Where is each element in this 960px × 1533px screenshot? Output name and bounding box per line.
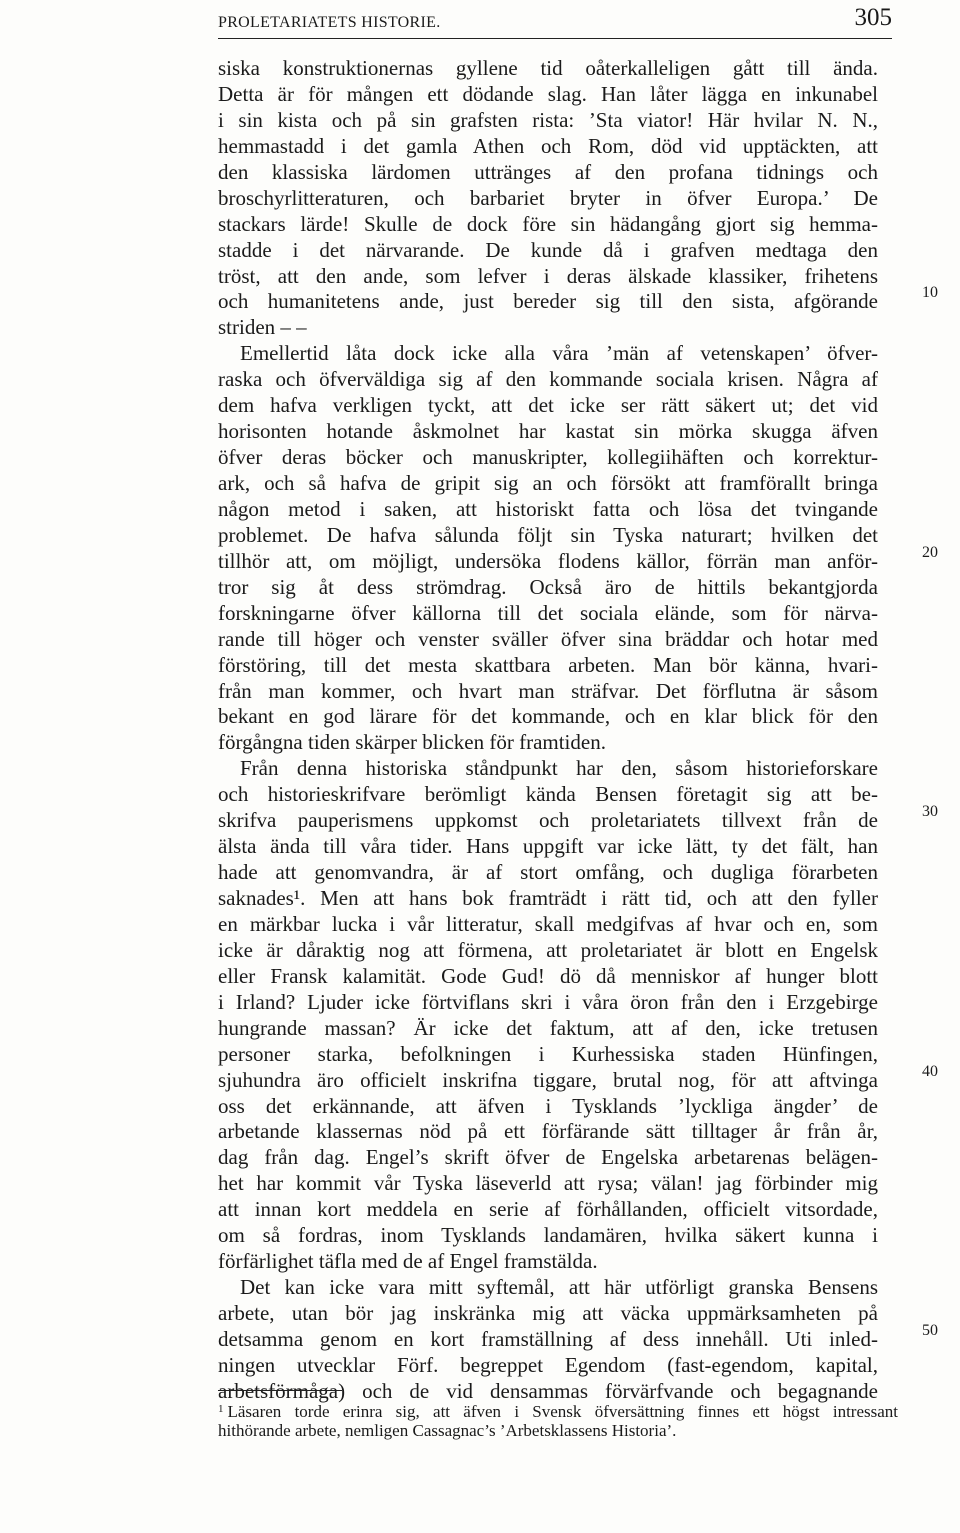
text-line: förstöring, till det mesta skattbara arbeten. Man bör känna, hvari- — [218, 652, 878, 677]
page-number: 305 — [854, 4, 892, 31]
text-line: icke är dåraktig nog att förmena, att proletariatet är blott en Engelsk — [218, 937, 878, 962]
text-line: en märkbar lucka i vår litteratur, skall medgifvas af hvar och en, som — [218, 911, 878, 936]
text-line: från man kommer, och hvart man sträfvar. Det förflutna är såsom — [218, 678, 878, 703]
text-line: och historieskrifvare berömligt kända Bensen företagit sig att be- — [218, 782, 878, 807]
line-number-40: 40 — [922, 1063, 938, 1080]
line-number-20: 20 — [922, 544, 938, 561]
text-line: arbete, utan bör jag inskränka mig att väcka uppmärksamheten på — [218, 1301, 878, 1325]
running-title: PROLETARIATETS HISTORIE. — [218, 14, 441, 31]
text-line: eller Fransk kalamität. Gode Gud! dö då menniskor af hunger blott — [218, 963, 878, 988]
footnote-rule — [218, 1390, 342, 1391]
text-line: tillhör att, om möjligt, undersöka flodens källor, förrän man anför- — [218, 548, 878, 573]
text-line: het har kommit vår Tyska läseverld att rysa; välan! jag förbinder mig — [218, 1171, 878, 1196]
page-header — [218, 4, 892, 39]
text-line: skrifva pauperismens uppkomst och proletariatets tillvext från de — [218, 808, 878, 833]
line-number-50: 50 — [922, 1322, 938, 1339]
text-line: forskningarne öfver källorna till det sociala elände, som för närva- — [218, 600, 878, 625]
text-line: saknades¹. Men att hans bok framträdt i rätt tid, och att den fyller — [218, 886, 878, 910]
text-line: tröst, att den ande, som lefver i deras älskade klassiker, frihetens — [218, 263, 878, 288]
footnote-text-1: Läsaren torde erinra sig, att äfven i Svensk öfversättning finnes ett högst intressant — [227, 1402, 898, 1421]
text-line: den klassiska lärdomen uttränges af den profana tidnings och — [218, 159, 878, 184]
text-line: i Irland? Ljuder icke förtviflans skri i våra öron från den i Erzgebirge — [218, 989, 878, 1014]
footnote-line-2: hithörande arbete, nemligen Cassagnac’s ’Arbetsklassens Historia’. — [218, 1421, 677, 1440]
text-line: dag från dag. Engel’s skrift öfver de Engelska arbetarenas belägen- — [218, 1145, 878, 1170]
text-line: oss det erkännande, att äfven i Tysklands ’lyckliga ängder’ de — [218, 1093, 878, 1118]
text-line: Detta är för mången ett dödande slag. Han låter lägga en inkunabel — [218, 81, 878, 106]
text-line: stadde i det närvarande. De kunde då i grafven medtaga den — [218, 237, 878, 262]
text-line: och humanitetens ande, just bereder sig till den sista, afgörande — [218, 289, 878, 314]
text-line: problemet. De hafva sålunda följt sin Tyska naturart; hvilken det — [218, 522, 878, 547]
text-line: Det kan icke vara mitt syftemål, att här utförligt granska Bensens — [240, 1275, 878, 1300]
text-line: detsamma genom en kort framställning af dess innehåll. Uti inled- — [218, 1326, 878, 1351]
text-line: öfver deras böcker och manuskripter, kollegiihäften och korrektur- — [218, 445, 878, 470]
text-line: arbetande klassernas nöd på ett förfärande sätt tilltager år från år, — [218, 1119, 878, 1144]
text-line: Emellertid låta dock icke alla våra ’män af vetenskapen’ öfver- — [240, 341, 878, 366]
footnote-marker: 1 — [218, 1403, 224, 1415]
text-line: personer starka, befolkningen i Kurhessiska staden Hünfingen, — [218, 1041, 878, 1066]
text-line: ark, och så hafva de gripit sig an och försökt att framförallt bringa — [218, 471, 878, 495]
text-line: om så fordras, inom Tysklands landamären, hvilka säkert kunna i — [218, 1223, 878, 1248]
text-line: raska och öfverväldiga sig af den kommande sociala krisen. Några af — [218, 367, 878, 392]
line-number-10: 10 — [922, 284, 938, 301]
text-line: bekant en god lärare för det kommande, och en klar blick för den — [218, 704, 878, 729]
text-line: älsta ända till våra tider. Hans uppgift var icke lätt, ty det fält, han — [218, 834, 878, 859]
text-line: att innan kort meddela en serie af förhållanden, officielt vitsordade, — [218, 1197, 878, 1222]
text-line: i sin kista och på sin grafsten rista: ’Sta viator! Här hvilar N. N., — [218, 107, 878, 132]
text-line: förgångna tiden skärper blicken för framtiden. — [218, 730, 606, 755]
body-text — [218, 56, 878, 1405]
text-line: arbetsförmåga) och de vid densammas förvärfvande och begagnande — [218, 1378, 878, 1403]
text-line: hemmastadd i det gamla Athen och Rom, död vid upptäckten, att — [218, 133, 878, 158]
footnote — [218, 1398, 898, 1442]
text-line: rande till höger och venster sväller öfver sina bräddar och hotar med — [218, 626, 878, 651]
text-line: förfärlighet täfla med de af Engel framstälda. — [218, 1249, 598, 1274]
text-line: siska konstruktionernas gyllene tid oåterkalleligen gått till ända. — [218, 56, 878, 80]
text-line: dem hafva verkligen tyckt, att det icke ser rätt säkert ut; det vid — [218, 393, 878, 418]
text-line: sjuhundra äro officielt inskrifna tiggare, brutal nog, för att aftvinga — [218, 1067, 878, 1092]
text-line: stackars lärde! Skulle de dock före sin hädangång gjort sig hemma- — [218, 211, 878, 236]
text-line: broschyrlitteraturen, och barbariet bryter in öfver Europa.’ De — [218, 185, 878, 210]
text-line: någon metod i saken, att historiskt fatta och lösa det tvingande — [218, 496, 878, 521]
line-number-30: 30 — [922, 803, 938, 820]
text-line: hade att genomvandra, är af stort omfång, och dugliga förarbeten — [218, 860, 878, 885]
text-line: Från denna historiska ståndpunkt har den, såsom historieforskare — [240, 756, 878, 781]
text-line: hungrande massan? Är icke det faktum, att af den, icke tretusen — [218, 1015, 878, 1040]
text-line: horisonten hotande åskmolnet har kastat sin mörka skugga äfven — [218, 419, 878, 444]
text-line: striden – – — [218, 315, 307, 340]
text-line: ningen utvecklar Förf. begreppet Egendom (fast-egendom, kapital, — [218, 1352, 878, 1377]
text-line: tror sig åt dess strömdrag. Också äro de hittils bekantgjorda — [218, 574, 878, 599]
footnote-line-1 — [218, 1398, 898, 1420]
